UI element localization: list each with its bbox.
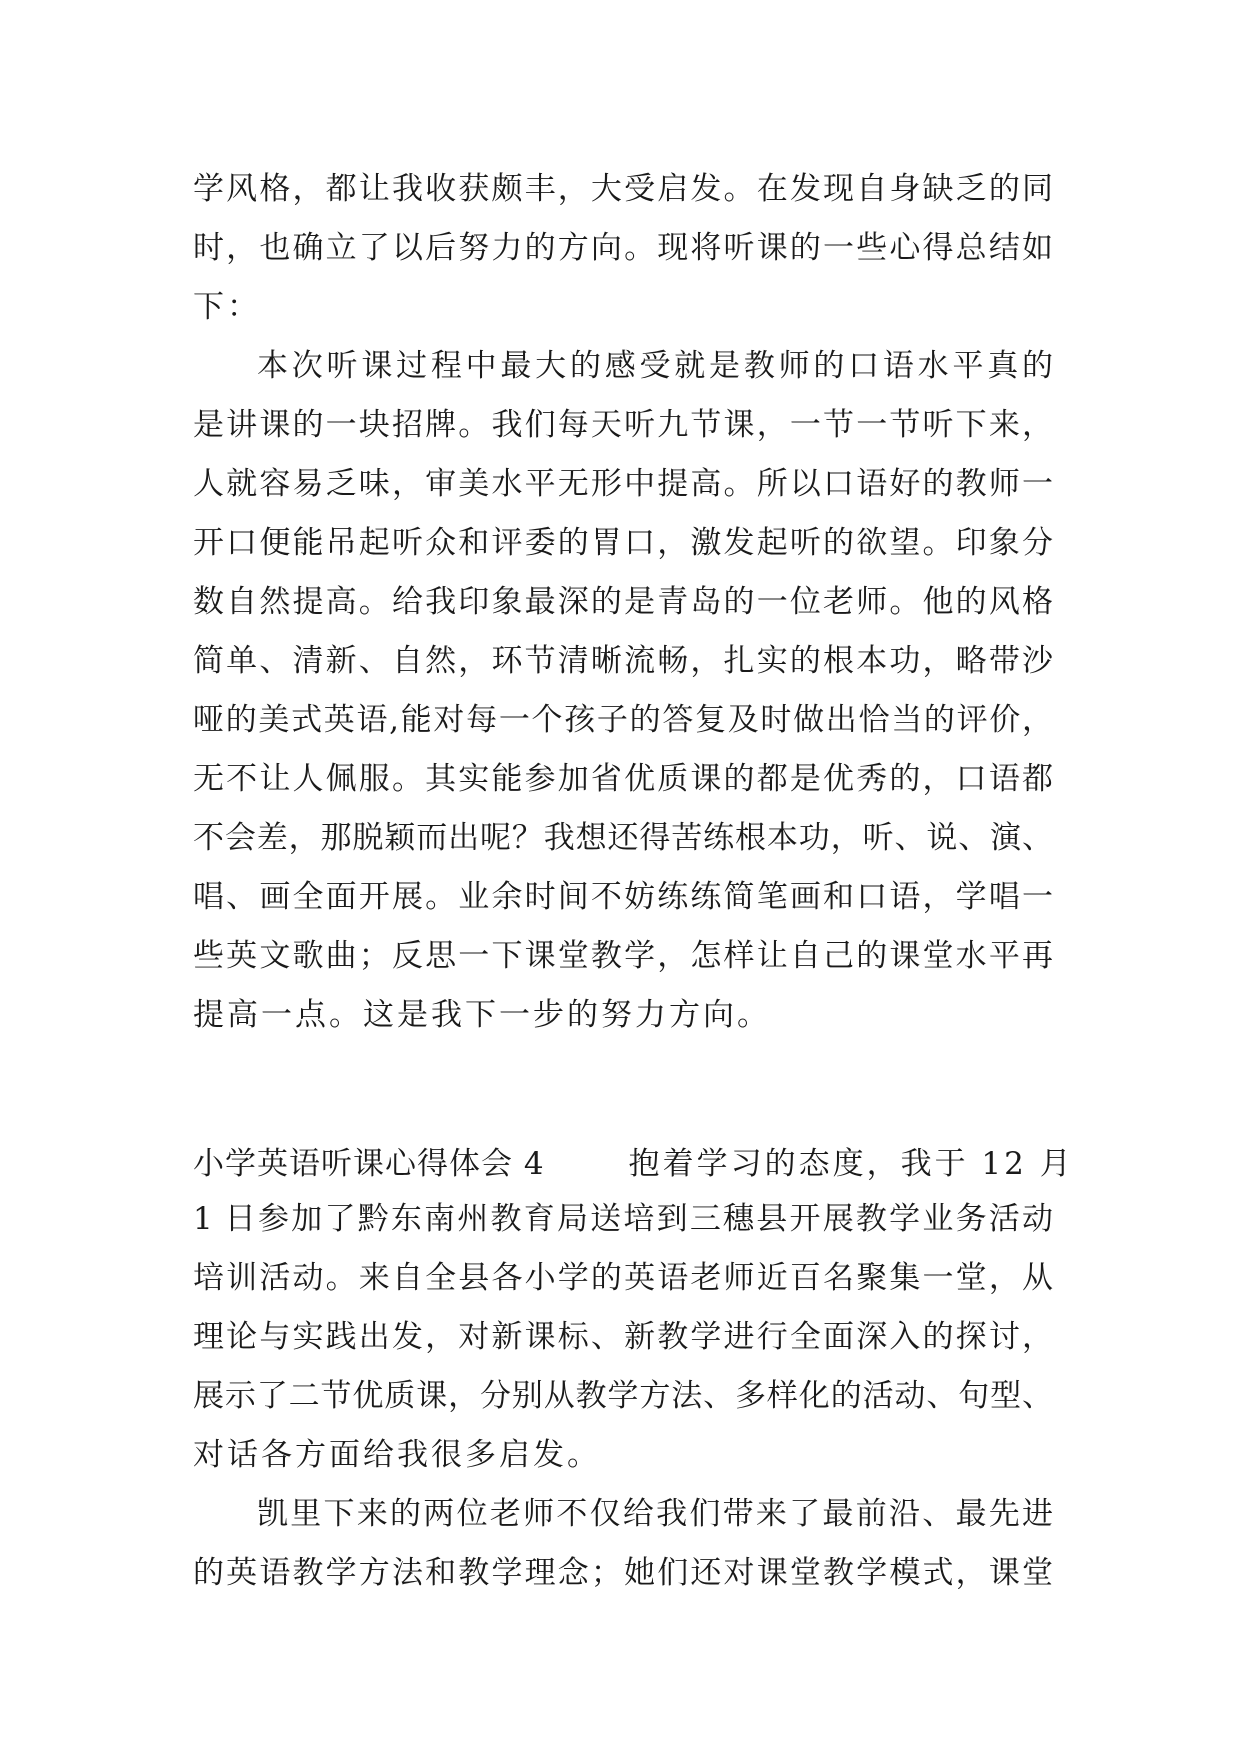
text-line: 唱、画全面开展。业余时间不妨练练简笔画和口语，学唱一 bbox=[193, 879, 1053, 915]
text-line: 开口便能吊起听众和评委的胃口，激发起听的欲望。印象分 bbox=[193, 525, 1053, 561]
text-line: 是讲课的一块招牌。我们每天听九节课，一节一节听下来， bbox=[193, 407, 1053, 443]
intro-paragraph bbox=[193, 160, 1053, 337]
section-4 bbox=[193, 1131, 1074, 1485]
text-line: 不会差，那脱颖而出呢？我想还得苦练根本功，听、说、演、 bbox=[193, 820, 1053, 856]
section-gap bbox=[193, 1045, 1053, 1131]
text-line: 些英文歌曲；反思一下课堂教学，怎样让自己的课堂水平再 bbox=[193, 938, 1053, 974]
text-line: 展示了二节优质课，分别从教学方法、多样化的活动、句型、 bbox=[193, 1378, 1053, 1414]
text-line: 下： bbox=[193, 289, 261, 325]
text-line: 培训活动。来自全县各小学的英语老师近百名聚集一堂，从 bbox=[193, 1260, 1053, 1296]
text-line: 1 日参加了黔东南州教育局送培到三穗县开展教学业务活动 bbox=[193, 1201, 1053, 1237]
text-line: 对话各方面给我很多启发。 bbox=[193, 1437, 601, 1473]
text-line: 本次听课过程中最大的感受就是教师的口语水平真的 bbox=[257, 348, 1053, 384]
document-page bbox=[193, 160, 1074, 1603]
text-line: 人就容易乏味，审美水平无形中提高。所以口语好的教师一 bbox=[193, 466, 1053, 502]
text-line: 凯里下来的两位老师不仅给我们带来了最前沿、最先进 bbox=[257, 1496, 1053, 1532]
section-heading-line bbox=[193, 1131, 1074, 1190]
text-line: 抱着学习的态度，我于 12 月 bbox=[628, 1146, 1074, 1182]
text-line: 提高一点。这是我下一步的努力方向。 bbox=[193, 997, 771, 1033]
kaili-paragraph bbox=[193, 1485, 1053, 1603]
text-line: 学风格，都让我收获颇丰，大受启发。在发现自身缺乏的同 bbox=[193, 171, 1053, 207]
text-line: 理论与实践出发，对新课标、新教学进行全面深入的探讨， bbox=[193, 1319, 1053, 1355]
text-line: 的英语教学方法和教学理念；她们还对课堂教学模式，课堂 bbox=[193, 1555, 1053, 1591]
text-line: 简单、清新、自然，环节清晰流畅，扎实的根本功，略带沙 bbox=[193, 643, 1053, 679]
text-line: 哑的美式英语,能对每一个孩子的答复及时做出恰当的评价， bbox=[193, 702, 1053, 738]
text-line: 无不让人佩服。其实能参加省优质课的都是优秀的，口语都 bbox=[193, 761, 1053, 797]
text-line: 时，也确立了以后努力的方向。现将听课的一些心得总结如 bbox=[193, 230, 1053, 266]
section-title: 小学英语听课心得体会 4 bbox=[193, 1146, 545, 1182]
text-line: 数自然提高。给我印象最深的是青岛的一位老师。他的风格 bbox=[193, 584, 1053, 620]
reflection-paragraph bbox=[193, 337, 1053, 1045]
